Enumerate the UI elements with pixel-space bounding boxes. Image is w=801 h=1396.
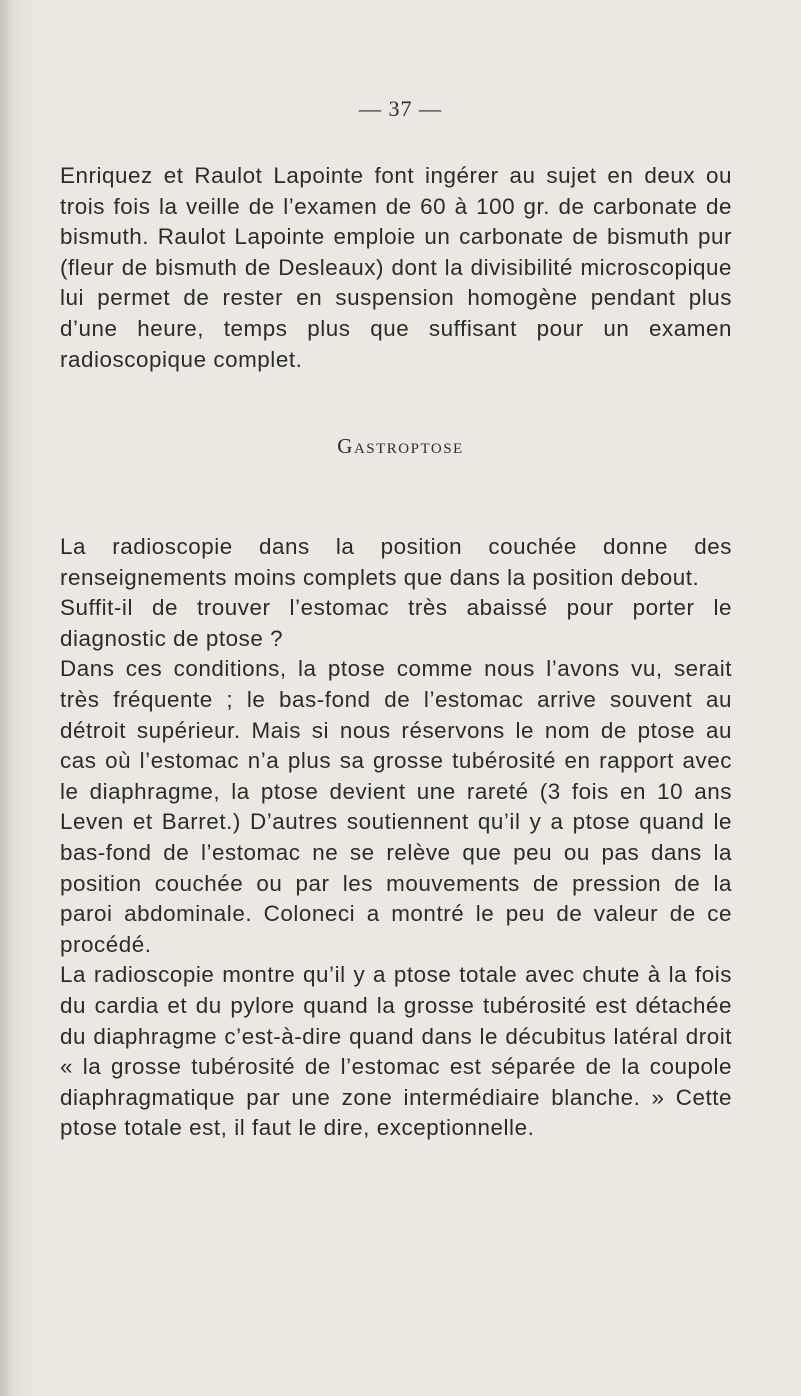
intro-paragraph-block xyxy=(60,161,732,375)
paragraph-3: Dans ces conditions, la ptose comme nous l’avons vu, serait très fréquente ; le bas-fond de l’estomac arrive souvent au détroit supérieur. Mais si nous réservons le nom de ptose au cas où l’estomac n’a plus sa grosse tubérosité en rapport avec le diaphragme, la ptose devient une rareté (3 fois en 10 ans Leven et Barret.) D’autres soutiennent qu’il y a ptose quand le bas-fond de l’estomac ne se relève que peu ou pas dans la position couchée ou par les mouvements de pression de la paroi abdominale. Coloneci a montré le peu de valeur de ce procédé. xyxy=(60,656,732,957)
intro-paragraph: Enriquez et Raulot Lapointe font ingérer au sujet en deux ou trois fois la veille de l’examen de 60 à 100 gr. de carbonate de bismuth. Raulot Lapointe emploie un carbonate de bismuth pur (fleur de bismuth de Desleaux) dont la divisibilité microscopique lui permet de rester en suspension homogène pendant plus d’une heure, temps plus que suffisant pour un examen radioscopique complet. xyxy=(60,163,732,372)
section-title: Gastroptose xyxy=(337,434,464,458)
page-number: — 37 — xyxy=(359,96,442,121)
paragraph-1: La radioscopie dans la position couchée donne des renseignements moins complets que dans la position debout. xyxy=(60,534,732,590)
paragraph-2: Suffit-il de trouver l’estomac très abaissé pour porter le diagnostic de ptose ? xyxy=(60,595,732,651)
paragraph-4: La radioscopie montre qu’il y a ptose totale avec chute à la fois du cardia et du pylore quand la grosse tubérosité est détachée du diaphragme c’est-à-dire quand dans le décubitus latéral droit « la grosse tubérosité de l’estomac est séparée de la coupole diaphragmatique par une zone intermédiaire blanche. » Cette ptose totale est, il faut le dire, exceptionnelle. xyxy=(60,962,732,1141)
section-body xyxy=(60,532,732,1144)
